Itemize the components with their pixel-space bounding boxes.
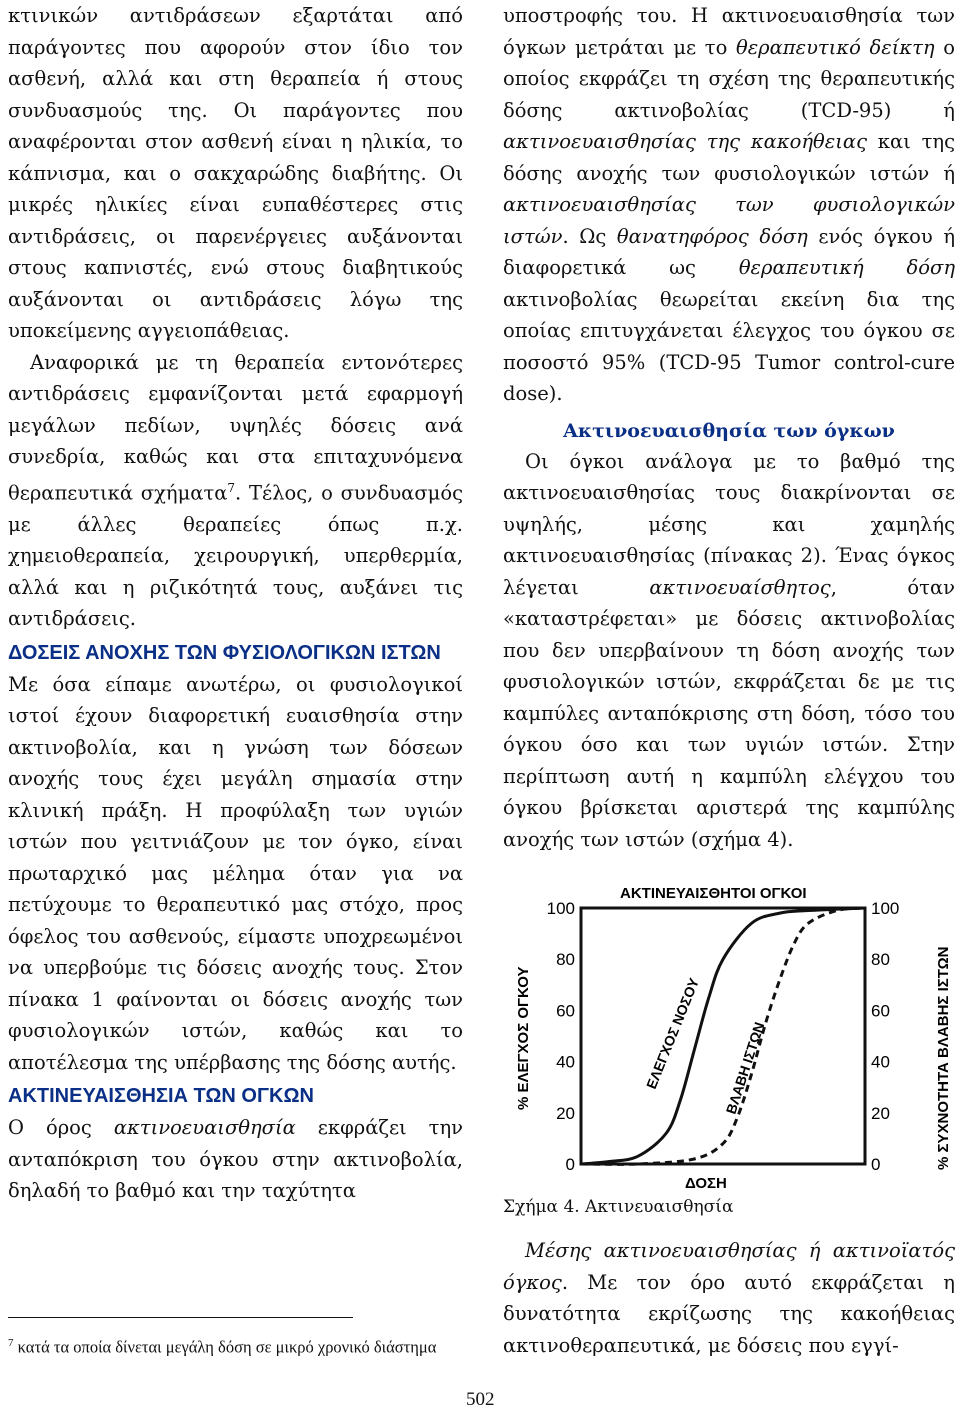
- series-label-damage: ΒΛΑΒΗ ΙΣΤΩΝ: [722, 1020, 768, 1116]
- plot-frame: [581, 908, 865, 1164]
- y-tick-right: 0: [871, 1155, 881, 1174]
- y-tick-left: 0: [565, 1155, 575, 1174]
- y-tick-left: 100: [546, 899, 575, 918]
- y-axis-label-right: % ΣΥΧΝΟΤΗΤΑ ΒΛΑΒΗΣ ΙΣΤΩΝ: [935, 946, 952, 1170]
- paragraph: κτινικών αντιδράσεων εξαρτάται από παράγοντες που αφορούν στον ίδιο τον ασθενή, αλλά και στη θεραπεία ή στους συνδυασμούς της. Οι παράγοντες που αναφέρονται στον ασθενή είναι η ηλικία, το κάπνισμα, και ο σακχαρώδης διαβήτης. Οι μικρές ηλικίες είναι ευπαθέστερες στις αντιδράσεις, οι παρενέργειες αυξάνονται στους καπνιστές, ενώ στους διαβητικούς αυξάνονται οι αντιδράσεις λόγω της υποκείμενης αγγειοπάθειας.: [8, 4, 463, 342]
- paragraph: Με όσα είπαμε ανωτέρω, οι φυσιολογικοί ιστοί έχουν διαφορετική ευαισθησία στην ακτινοβολία, και η γνώση των δόσεων ανοχής τους έχει μεγάλη σημασία στην κλινική πράξη. Η προφύλαξη των υγιών ιστών που γειτνιάζουν με τον όγκο, είναι πρωταρχικό μας μέλημα όταν για να πετύχουμε το θεραπευτικό μας στόχο, προς όφελος του ασθενούς, είμαστε υποχρεωμένοι να υπερβούμε τις δόσεις ανοχής τους. Στον πίνακα 1 φαίνονται οι δόσεις ανοχής των φυσιολογικών ιστών, καθώς και το αποτέλεσμα της υπέρβασης της δόσης αυτής.: [8, 672, 463, 1074]
- footnote: $^7$ κατά τα οποία δίνεται μεγάλη δόση σε μικρό χρονικό διάστημα: [8, 1337, 437, 1357]
- series-line-control: [581, 908, 865, 1164]
- page-number: 502: [466, 1389, 495, 1410]
- paragraph: Οι όγκοι ανάλογα με το βαθμό της ακτινοευαισθησίας τους διακρίνονται σε υψηλής, μέσης και χαμηλής ακτινοευαισθησίας (πίνακας 2). Ένας όγκος λέγεται ακτινοευαίσθητος, όταν «καταστρέφεται» με δόσεις ακτινοβολίας που δεν υπερβαίνουν τη δόση ανοχής των φυσιολογικών ιστών, εκφράζεται δε με τις καμπύλες ανταπόκρισης στη δόση, τόσο του όγκου όσο και των υγιών ιστών. Στην περίπτωση αυτή η καμπύλη ελέγχου του όγκου βρίσκεται αριστερά της καμπύλης ανοχής των ιστών (σχήμα 4).: [503, 449, 955, 851]
- series-line-damage: [581, 908, 865, 1164]
- paragraph: Μέσης ακτινοευαισθησίας ή ακτινοϊατός όγκος. Με τον όρο αυτό εκφράζεται η δυνατότητα εκρίζωσης της κακοήθειας ακτινοθεραπευτικά, με δόσεις που εγγί-: [503, 1239, 955, 1357]
- paragraph: υποστροφής του. Η ακτινοευαισθησία των όγκων μετράται με το θεραπευτικό δείκτη ο οποίος εκφράζει τη σχέση της θεραπευτικής δόσης ακτινοβολίας (TCD-95) ή ακτινοευαισθησίας της κακοήθειας και της δόσης ανοχής των φυσιολογικών ιστών ή ακτινοευαισθησίας των φυσιολογικών ιστών. Ως θανατηφόρος δόση ενός όγκου ή διαφορετικά ως θεραπευτική δόση ακτινοβολίας θεωρείται εκείνη δια της οποίας επιτυγχάνεται έλεγχος του όγκου σε ποσοστό 95% (TCD-95 Tumor control-cure dose).: [503, 4, 956, 405]
- section-heading: ΔΟΣΕΙΣ ΑΝΟΧΗΣ ΤΩΝ ΦΥΣΙΟΛΟΓΙΚΩΝ ΙΣΤΩΝ: [8, 641, 441, 664]
- figure-4: [505, 880, 955, 1190]
- y-tick-left: 20: [556, 1103, 575, 1123]
- footnote-ref[interactable]: 7: [227, 480, 236, 495]
- y-tick-left: 80: [556, 950, 575, 970]
- paragraph: Αναφορικά με τη θεραπεία εντονότερες αντιδράσεις εμφανίζονται μετά εφαρμογή μεγάλων πεδίων, υψηλές δόσεις ανά συνεδρία, καθώς και στα επιταχυνόμενα θεραπευτικά σχήματα$^7$. Τέλος, ο συνδυασμός με άλλες θεραπείες όπως π.χ. χημειοθεραπεία, χειρουργική, υπερθερμία, αλλά και η ριζικότητά τους, αυξάνει τις αντιδράσεις.: [8, 350, 463, 630]
- subsection-heading: Ακτινοευαισθησία των όγκων: [563, 419, 895, 442]
- section-heading: ΑΚΤΙΝΕΥΑΙΣΘΗΣΙΑ ΤΩΝ ΟΓΚΩΝ: [8, 1085, 314, 1107]
- y-tick-right: 80: [871, 950, 890, 970]
- chart-title: ΑΚΤΙΝΕΥΑΙΣΘΗΤΟΙ ΟΓΚΟΙ: [620, 885, 807, 902]
- y-axis-label-left: % ΕΛΕΓΧΟΣ ΟΓΚΟΥ: [515, 966, 532, 1110]
- paragraph: Ο όρος ακτινοευαισθησία εκφράζει την ανταπόκριση του όγκου στην ακτινοβολία, δηλαδή το βαθμό και την ταχύτητα: [8, 1116, 463, 1202]
- y-tick-right: 40: [871, 1052, 890, 1072]
- y-tick-right: 100: [871, 899, 900, 918]
- right-column-continued: [503, 1235, 955, 1361]
- x-axis-label: ΔΟΣΗ: [685, 1175, 727, 1190]
- figure-caption: Σχήμα 4. Ακτινευαισθησία: [503, 1197, 734, 1217]
- y-tick-left: 60: [556, 1001, 575, 1021]
- footnote-divider: [8, 1317, 353, 1318]
- y-tick-right: 60: [871, 1001, 890, 1021]
- dose-response-chart: [505, 880, 955, 1190]
- y-tick-right: 20: [871, 1103, 890, 1123]
- series-label-control: ΕΛΕΓΧΟΣ ΝΟΣΟΥ: [642, 975, 703, 1092]
- right-column: [503, 0, 955, 855]
- left-column: [8, 0, 463, 1207]
- y-tick-left: 40: [556, 1052, 575, 1072]
